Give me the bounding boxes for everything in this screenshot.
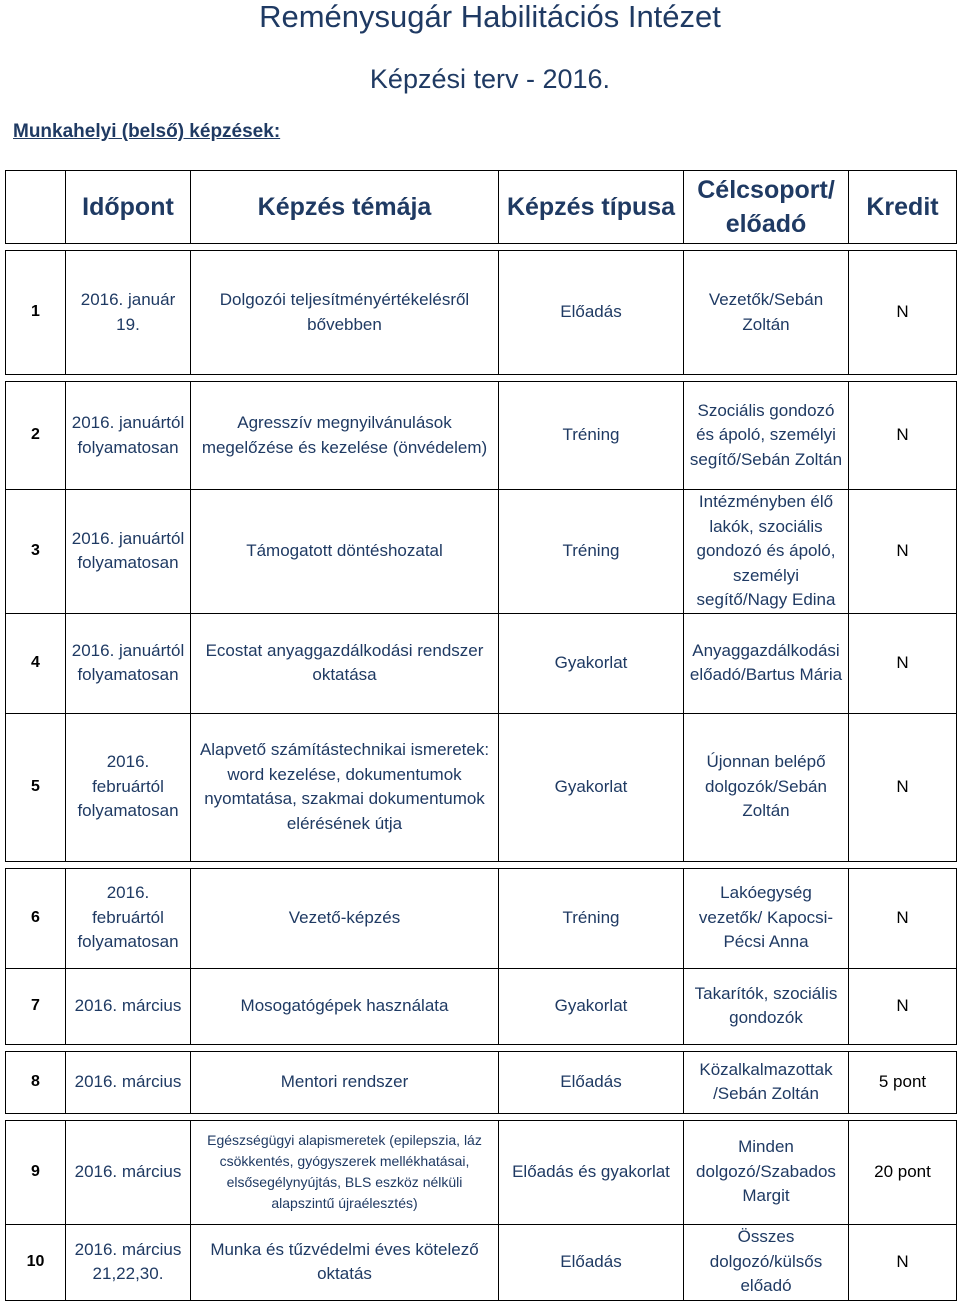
row-type: Gyakorlat [499, 713, 684, 861]
row-number: 10 [6, 1224, 66, 1300]
row-credit: N [849, 613, 957, 713]
table-row [6, 613, 957, 713]
row-number: 9 [6, 1120, 66, 1224]
row-credit: N [849, 490, 957, 614]
column-header-date: Időpont [66, 171, 191, 244]
table-row [6, 868, 957, 968]
row-number: 3 [6, 490, 66, 614]
row-number: 7 [6, 968, 66, 1044]
row-target: Összes dolgozó/külsős előadó [684, 1224, 849, 1300]
row-type: Előadás és gyakorlat [499, 1120, 684, 1224]
table-spacer [6, 244, 957, 251]
document-subtitle: Képzési terv - 2016. [369, 64, 611, 94]
row-date: 2016. januártól folyamatosan [66, 613, 191, 713]
row-topic: Mentori rendszer [191, 1051, 499, 1113]
row-topic: Munka és tűzvédelmi éves kötelező oktatás [191, 1224, 499, 1300]
column-header-number [6, 171, 66, 244]
row-date: 2016. március 21,22,30. [66, 1224, 191, 1300]
row-target: Takarítók, szociális gondozók [684, 968, 849, 1044]
table-spacer [6, 1113, 957, 1120]
section-heading: Munkahelyi (belső) képzések: [13, 121, 281, 142]
row-topic: Agresszív megnyilvánulások megelőzése és kezelése (önvédelem) [191, 382, 499, 490]
row-number: 5 [6, 713, 66, 861]
row-date: 2016. januártól folyamatosan [66, 382, 191, 490]
row-type: Előadás [499, 251, 684, 375]
row-target: Közalkalmazottak /Sebán Zoltán [684, 1051, 849, 1113]
row-number: 2 [6, 382, 66, 490]
column-header-credit: Kredit [849, 171, 957, 244]
row-type: Előadás [499, 1224, 684, 1300]
table-row [6, 490, 957, 614]
row-type: Gyakorlat [499, 968, 684, 1044]
row-date: 2016. februártól folyamatosan [66, 868, 191, 968]
row-target: Vezetők/Sebán Zoltán [684, 251, 849, 375]
row-credit: 20 pont [849, 1120, 957, 1224]
row-topic: Támogatott döntéshozatal [191, 490, 499, 614]
row-credit: N [849, 713, 957, 861]
row-number: 8 [6, 1051, 66, 1113]
row-type: Tréning [499, 382, 684, 490]
column-header-type: Képzés típusa [499, 171, 684, 244]
table-header-row [6, 171, 957, 244]
row-number: 6 [6, 868, 66, 968]
row-target: Lakóegység vezetők/ Kapocsi-Pécsi Anna [684, 868, 849, 968]
training-plan-table [5, 170, 957, 1301]
row-number: 1 [6, 251, 66, 375]
row-number: 4 [6, 613, 66, 713]
row-topic: Alapvető számítástechnikai ismeretek: word kezelése, dokumentumok nyomtatása, szakmai dokumentumok elérésének útja [191, 713, 499, 861]
row-type: Tréning [499, 868, 684, 968]
row-topic: Vezető-képzés [191, 868, 499, 968]
row-topic: Mosogatógépek használata [191, 968, 499, 1044]
row-topic: Ecostat anyaggazdálkodási rendszer oktatása [191, 613, 499, 713]
row-date: 2016. januártól folyamatosan [66, 490, 191, 614]
table-row [6, 251, 957, 375]
table-spacer [6, 861, 957, 868]
table-row [6, 1120, 957, 1224]
row-target: Anyaggazdálkodási előadó/Bartus Mária [684, 613, 849, 713]
table-row [6, 1224, 957, 1300]
column-header-target: Célcsoport/ előadó [684, 171, 849, 244]
table-spacer [6, 375, 957, 382]
table-row [6, 968, 957, 1044]
row-target: Szociális gondozó és ápoló, személyi segítő/Sebán Zoltán [684, 382, 849, 490]
row-date: 2016. februártól folyamatosan [66, 713, 191, 861]
table-row [6, 713, 957, 861]
row-target: Intézményben élő lakók, szociális gondozó és ápoló, személyi segítő/Nagy Edina [684, 490, 849, 614]
row-type: Előadás [499, 1051, 684, 1113]
row-type: Gyakorlat [499, 613, 684, 713]
table-row [6, 1051, 957, 1113]
document-title: Reménysugár Habilitációs Intézet [259, 0, 721, 34]
row-credit: N [849, 968, 957, 1044]
table-row [6, 382, 957, 490]
row-credit: N [849, 382, 957, 490]
row-topic: Egészségügyi alapismeretek (epilepszia, láz csökkentés, gyógyszerek mellékhatásai, elsősegélynyújtás, BLS eszköz nélküli alapszintű újraélesztés) [191, 1120, 499, 1224]
table-spacer [6, 1044, 957, 1051]
row-date: 2016. január 19. [66, 251, 191, 375]
column-header-topic: Képzés témája [191, 171, 499, 244]
row-date: 2016. március [66, 968, 191, 1044]
row-credit: N [849, 251, 957, 375]
row-type: Tréning [499, 490, 684, 614]
row-credit: 5 pont [849, 1051, 957, 1113]
row-date: 2016. március [66, 1120, 191, 1224]
row-target: Minden dolgozó/Szabados Margit [684, 1120, 849, 1224]
row-topic: Dolgozói teljesítményértékelésről bővebben [191, 251, 499, 375]
row-credit: N [849, 1224, 957, 1300]
row-credit: N [849, 868, 957, 968]
row-target: Újonnan belépő dolgozók/Sebán Zoltán [684, 713, 849, 861]
row-date: 2016. március [66, 1051, 191, 1113]
